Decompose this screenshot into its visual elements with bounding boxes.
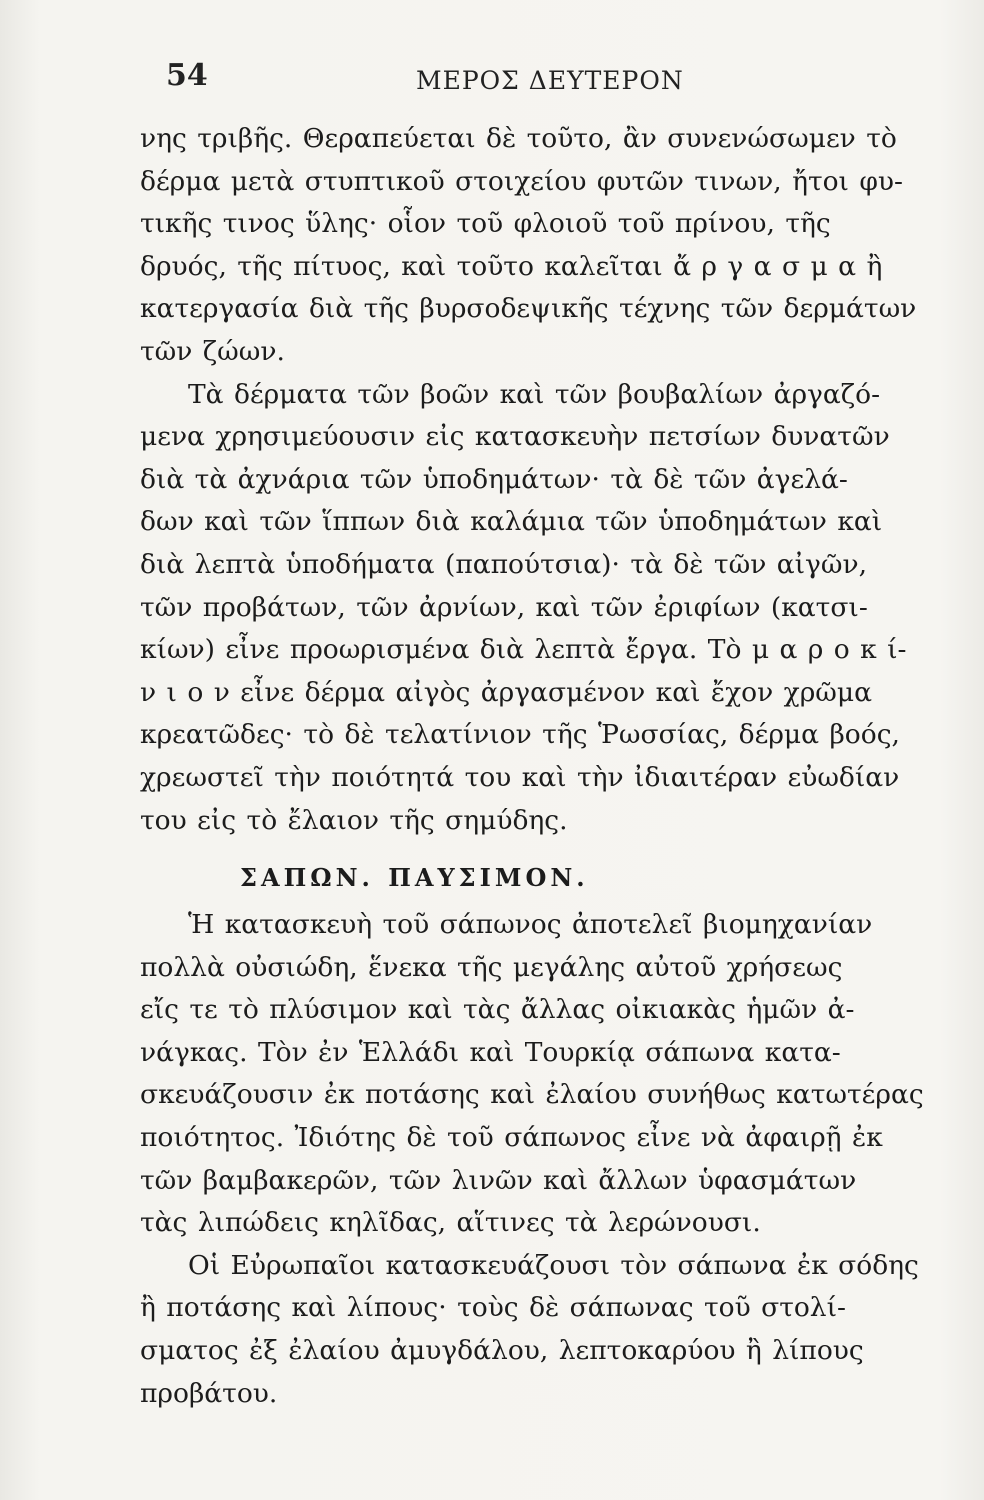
paragraph-start-line: Οἱ Εὐρωπαῖοι κατασκευάζουσι τὸν σάπωνα ἐκ σόδης <box>188 1249 919 1281</box>
text-line: τῶν προβάτων, τῶν ἀρνίων, καὶ τῶν ἐριφίων (κατσι- <box>140 591 868 623</box>
text-line: δρυός, τῆς πίτυος, καὶ τοῦτο καλεῖται ἄ ρ γ α σ μ α ἢ <box>140 250 883 282</box>
text-line: κίων) εἶνε προωρισμένα διὰ λεπτὰ ἔργα. Τὸ μ α ρ ο κ ί- <box>140 634 907 666</box>
text-line: κρεατῶδες· τὸ δὲ τελατίνιον τῆς Ῥωσσίας, δέρμα βοός, <box>140 719 900 751</box>
text-line: δων καὶ τῶν ἵππων διὰ καλάμια τῶν ὑποδημάτων καὶ <box>140 506 883 538</box>
page-number: 54 <box>166 58 208 93</box>
body-text <box>140 118 924 1415</box>
text-line: τῶν ζώων. <box>140 335 285 367</box>
text-line: νάγκας. Τὸν ἐν Ἑλλάδι καὶ Τουρκίᾳ σάπωνα κατα- <box>140 1036 841 1068</box>
text-line: σκευάζουσιν ἐκ ποτάσης καὶ ἐλαίου συνήθως κατωτέρας <box>140 1079 924 1111</box>
text-line: δέρμα μετὰ στυπτικοῦ στοιχείου φυτῶν τινων, ἤτοι φυ- <box>140 165 903 197</box>
section-heading: ΣΑΠΩΝ. ΠΑΥΣΙΜΟΝ. <box>240 863 589 893</box>
text-line: ποιότητος. Ἰδιότης δὲ τοῦ σάπωνος εἶνε νὰ ἀφαιρῇ ἐκ <box>140 1122 883 1154</box>
text-line: του εἰς τὸ ἔλαιον τῆς σημύδης. <box>140 804 568 836</box>
text-line: διὰ λεπτὰ ὑποδήματα (παπούτσια)· τὰ δὲ τῶν αἰγῶν, <box>140 548 867 580</box>
text-line: τῶν βαμβακερῶν, τῶν λινῶν καὶ ἄλλων ὑφασμάτων <box>140 1164 857 1196</box>
text-line: πολλὰ οὐσιώδη, ἕνεκα τῆς μεγάλης αὐτοῦ χρήσεως <box>140 951 843 983</box>
paragraph-start-line: Ἡ κατασκευὴ τοῦ σάπωνος ἀποτελεῖ βιομηχανίαν <box>188 909 873 941</box>
text-line: ἢ ποτάσης καὶ λίπους· τοὺς δὲ σάπωνας τοῦ στολί- <box>140 1292 846 1324</box>
text-line: κατεργασία διὰ τῆς βυρσοδεψικῆς τέχνης τῶν δερμάτων <box>140 293 917 325</box>
text-line: σματος ἐξ ἐλαίου ἀμυγδάλου, λεπτοκαρύου ἢ λίπους <box>140 1335 864 1367</box>
text-line: τὰς λιπώδεις κηλῖδας, αἵτινες τὰ λερώνουσι. <box>140 1207 761 1239</box>
text-line: νης τριβῆς. Θεραπεύεται δὲ τοῦτο, ἂν συνενώσωμεν τὸ <box>140 123 897 154</box>
text-line: ν ι ο ν εἶνε δέρμα αἰγὸς ἀργασμένον καὶ ἔχον χρῶμα <box>140 676 873 708</box>
text-line: προβάτου. <box>140 1377 278 1409</box>
text-line: μενα χρησιμεύουσιν εἰς κατασκευὴν πετσίων δυνατῶν <box>140 421 890 453</box>
text-line: διὰ τὰ ἀχνάρια τῶν ὑποδημάτων· τὰ δὲ τῶν ἀγελά- <box>140 463 848 495</box>
running-title: ΜΕΡΟΣ ΔΕΥΤΕΡΟΝ <box>416 66 684 95</box>
running-head <box>160 58 920 98</box>
text-line: τικῆς τινος ὕλης· οἷον τοῦ φλοιοῦ τοῦ πρίνου, τῆς <box>140 208 831 240</box>
paragraph-start-line: Τὰ δέρματα τῶν βοῶν καὶ τῶν βουβαλίων ἀργαζό- <box>188 378 881 410</box>
text-line: χρεωστεῖ τὴν ποιότητά του καὶ τὴν ἰδιαιτέραν εὐωδίαν <box>140 761 900 793</box>
text-line: εἴς τε τὸ πλύσιμον καὶ τὰς ἄλλας οἰκιακὰς ἡμῶν ἀ- <box>140 994 855 1026</box>
